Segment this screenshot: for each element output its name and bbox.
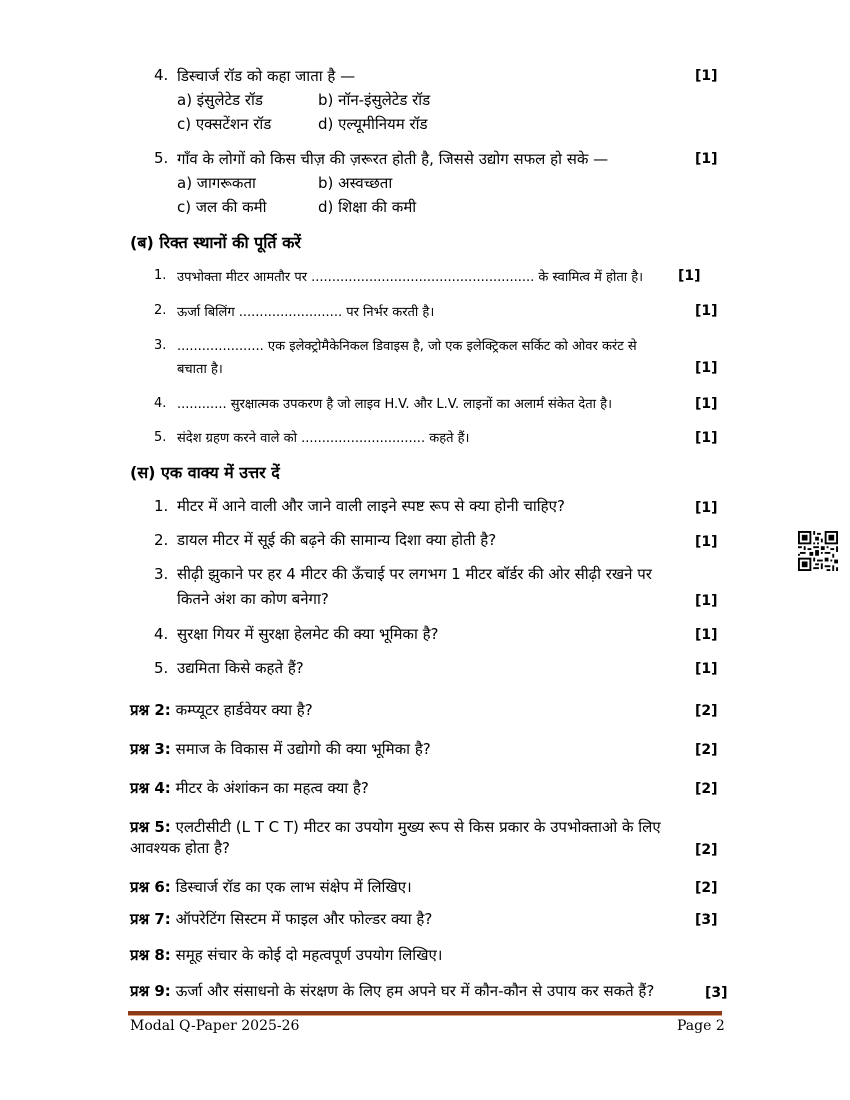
question-9-text: ऊर्जा और संसाधनो के संरक्षण के लिए हम अपने घर में कौन-कौन से उपाय कर सकते हैं? xyxy=(175,982,655,1000)
mcq-4-number: 4. xyxy=(154,66,169,84)
short-4-number: 4. xyxy=(154,625,169,643)
question-9-marks: [3] xyxy=(705,985,728,1001)
question-7-marks: [3] xyxy=(695,912,718,928)
page-number: Page 2 xyxy=(677,1018,725,1034)
mcq-5-question: गाँव के लोगों को किस चीज़ की ज़रूरत होती है, जिससे उद्योग सफल हो सके — xyxy=(177,150,609,168)
question-5-text-line2: आवश्यक होता है? xyxy=(130,839,231,857)
question-4-marks: [2] xyxy=(695,781,718,797)
question-4-label: प्रश्न 4: xyxy=(130,779,171,797)
short-4-marks: [1] xyxy=(695,627,718,643)
mcq-4-question: डिस्चार्ज रॉड को कहा जाता है — xyxy=(177,67,356,85)
question-6-marks: [2] xyxy=(695,880,718,896)
mcq-5-option-d: d) शिक्षा की कमी xyxy=(318,198,417,216)
question-9-label: प्रश्न 9: xyxy=(130,982,171,1000)
fill-4-number: 4. xyxy=(154,396,167,411)
fill-3-text: ..................... एक इलेक्ट्रोमैकेनिकल डिवाइस है, जो एक इलेक्ट्रिकल सर्किट को ओवर करंट से xyxy=(177,339,637,354)
mcq-4-option-d: d) एल्यूमीनियम रॉड xyxy=(318,115,428,133)
fill-1-number: 1. xyxy=(154,268,167,283)
question-2-text: कम्प्यूटर हार्डवेयर क्या है? xyxy=(175,701,313,719)
question-3 xyxy=(130,739,431,759)
footer-rule xyxy=(128,1011,722,1016)
fill-5-text: संदेश ग्रहण करने वाले को .............................. कहते हैं। xyxy=(177,431,470,446)
fill-5-marks: [1] xyxy=(695,430,718,446)
fill-2-marks: [1] xyxy=(695,303,718,319)
short-2-marks: [1] xyxy=(695,534,718,550)
mcq-4-option-a: a) इंसुलेटेड रॉड xyxy=(177,91,263,109)
question-5 xyxy=(130,817,661,837)
short-1-marks: [1] xyxy=(695,500,718,516)
fill-3-number: 3. xyxy=(154,338,167,353)
short-3-text-line2: कितने अंश का कोण बनेगा? xyxy=(177,590,329,608)
mcq-5-option-b: b) अस्वच्छता xyxy=(318,174,393,192)
question-2 xyxy=(130,700,313,720)
fill-1-text: उपभोक्ता मीटर आमतौर पर ...................................................... के स्वामित्व में होता है। xyxy=(177,270,644,285)
short-1-number: 1. xyxy=(154,497,169,515)
mcq-4-marks: [1] xyxy=(695,68,718,84)
footer-title: Modal Q-Paper 2025-26 xyxy=(130,1018,300,1034)
fill-5-number: 5. xyxy=(154,430,167,445)
short-5-text: उद्यमिता किसे कहते हैं? xyxy=(177,659,304,677)
mcq-5-option-a: a) जागरूकता xyxy=(177,174,256,192)
question-2-marks: [2] xyxy=(695,703,718,719)
short-5-marks: [1] xyxy=(695,661,718,677)
question-8 xyxy=(130,945,442,965)
qr-code-icon xyxy=(798,531,838,571)
fill-4-text: ............ सुरक्षात्मक उपकरण है जो लाइव H.V. और L.V. लाइनों का अलार्म संकेत देता है। xyxy=(177,397,613,412)
short-2-text: डायल मीटर में सूई की बढ़ने की सामान्य दिशा क्या होती है? xyxy=(177,531,497,549)
fill-2-text: ऊर्जा बिलिंग ......................... पर निर्भर करती है। xyxy=(177,305,435,320)
question-4 xyxy=(130,778,369,798)
question-5-label: प्रश्न 5: xyxy=(130,818,171,836)
short-1-text: मीटर में आने वाली और जाने वाली लाइने स्पष्ट रूप से क्या होनी चाहिए? xyxy=(177,497,565,515)
mcq-5-number: 5. xyxy=(154,149,169,167)
fill-3-marks: [1] xyxy=(695,360,718,376)
question-6-text: डिस्चार्ज रॉड का एक लाभ संक्षेप में लिखिए। xyxy=(175,878,412,896)
question-6-label: प्रश्न 6: xyxy=(130,878,171,896)
question-7-text: ऑपरेटिंग सिस्टम में फाइल और फोल्डर क्या है? xyxy=(175,910,433,928)
mcq-5-marks: [1] xyxy=(695,151,718,167)
question-2-label: प्रश्न 2: xyxy=(130,701,171,719)
short-4-text: सुरक्षा गियर में सुरक्षा हेलमेट की क्या भूमिका है? xyxy=(177,625,439,643)
question-8-text: समूह संचार के कोई दो महत्वपूर्ण उपयोग लिखिए। xyxy=(175,946,443,964)
fill-2-number: 2. xyxy=(154,303,167,318)
fill-1-marks: [1] xyxy=(678,268,701,284)
mcq-4-option-c: c) एक्सटेंशन रॉड xyxy=(177,115,272,133)
mcq-4-option-b: b) नॉन-इंसुलेटेड रॉड xyxy=(318,91,431,109)
section-c-title: (स) एक वाक्य में उत्तर दें xyxy=(130,463,280,482)
question-3-text: समाज के विकास में उद्योगो की क्या भूमिका है? xyxy=(175,740,431,758)
mcq-5-option-c: c) जल की कमी xyxy=(177,198,267,216)
fill-4-marks: [1] xyxy=(695,396,718,412)
question-3-label: प्रश्न 3: xyxy=(130,740,171,758)
question-6 xyxy=(130,877,412,897)
short-3-marks: [1] xyxy=(695,593,718,609)
short-3-text: सीढ़ी झुकाने पर हर 4 मीटर की ऊँचाई पर लगभग 1 मीटर बॉर्डर की ओर सीढ़ी रखने पर xyxy=(177,565,652,583)
short-2-number: 2. xyxy=(154,531,169,549)
short-5-number: 5. xyxy=(154,659,169,677)
question-7 xyxy=(130,909,432,929)
question-8-label: प्रश्न 8: xyxy=(130,946,171,964)
question-4-text: मीटर के अंशांकन का महत्व क्या है? xyxy=(175,779,369,797)
short-3-number: 3. xyxy=(154,565,169,583)
question-3-marks: [2] xyxy=(695,742,718,758)
fill-3-text-line2: बचाता है। xyxy=(177,362,223,377)
question-9 xyxy=(130,981,654,1001)
question-7-label: प्रश्न 7: xyxy=(130,910,171,928)
section-b-title: (ब) रिक्त स्थानों की पूर्ति करें xyxy=(130,233,301,252)
question-5-marks: [2] xyxy=(695,842,718,858)
question-5-text: एलटीसीटी (L T C T) मीटर का उपयोग मुख्य रूप से किस प्रकार के उपभोक्ताओ के लिए xyxy=(175,818,661,836)
